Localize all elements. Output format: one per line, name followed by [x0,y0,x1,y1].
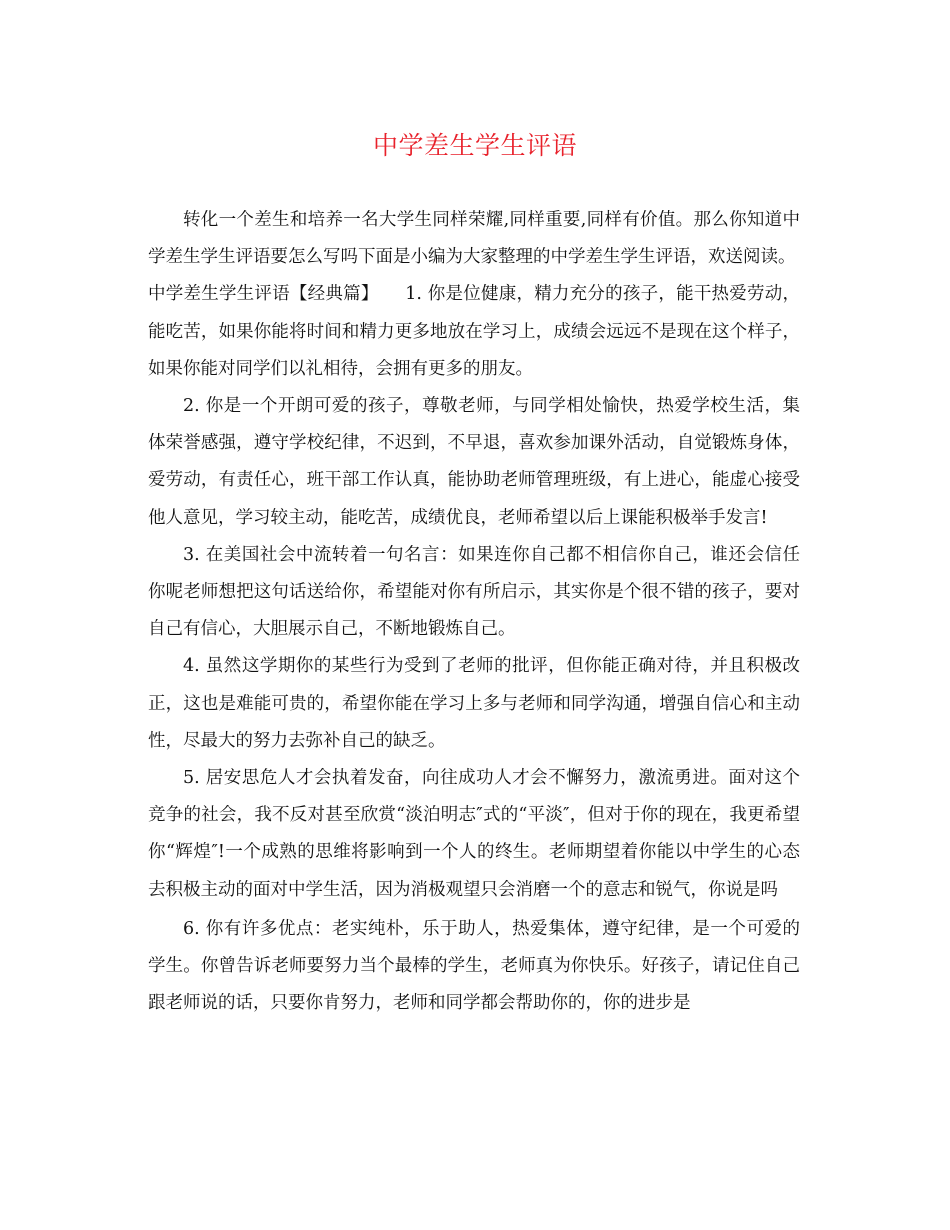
comment-paragraph-5: 5. 居安思危人才会执着发奋，向往成功人才会不懈努力，激流勇进。面对这个竞争的社会，我不反对甚至欣赏“淡泊明志″式的“平淡″，但对于你的现在，我更希望你“辉煌″!一个成熟的思维将影响到一个人的终生。老师期望着你能以中学生的心态去积极主动的面对中学生活，因为消极观望只会消磨一个的意志和锐气，你说是吗 [148,768,800,900]
document-title: 中学差生学生评语 [372,131,577,160]
intro-paragraph: 转化一个差生和培养一名大学生同样荣耀,同样重要,同样有价值。那么你知道中学差生学生评语要怎么写吗下面是小编为大家整理的中学差生学生评语，欢送阅读。 [148,210,800,268]
comment-paragraph-4: 4. 虽然这学期你的某些行为受到了老师的批评，但你能正确对待，并且积极改正，这也是难能可贵的，希望你能在学习上多与老师和同学沟通，增强自信心和主动性，尽最大的努力去弥补自己的缺乏。 [148,656,800,751]
comment-paragraph-6: 6. 你有许多优点：老实纯朴，乐于助人，热爱集体，遵守纪律，是一个可爱的学生。你曾告诉老师要努力当个最棒的学生，老师真为你快乐。好孩子，请记住自己跟老师说的话，只要你肯努力，老师和同学都会帮助你的，你的进步是 [148,918,800,1014]
section-heading-paragraph: 中学差生学生评语【经典篇】 1. 你是位健康，精力充分的孩子，能干热爱劳动，能吃苦，如果你能将时间和精力更多地放在学习上，成绩会远远不是现在这个样子，如果你能对同学们以礼相待，会拥有更多的朋友。 [148,284,800,379]
comment-paragraph-3: 3. 在美国社会中流转着一句名言：如果连你自己都不相信你自己，谁还会信任你呢老师想把这句话送给你，希望能对你有所启示，其实你是个很不错的孩子，要对自己有信心，大胆展示自己，不断地锻炼自己。 [148,544,800,640]
comment-paragraph-2: 2. 你是一个开朗可爱的孩子，尊敬老师，与同学相处愉快，热爱学校生活，集体荣誉感强，遵守学校纪律，不迟到，不早退，喜欢参加课外活动，自觉锻炼身体，爱劳动，有责任心，班干部工作认真，能协助老师管理班级，有上进心，能虚心接受他人意见，学习较主动，能吃苦，成绩优良，老师希望以后上课能积极举手发言! [148,396,800,528]
document-body [148,202,800,1022]
